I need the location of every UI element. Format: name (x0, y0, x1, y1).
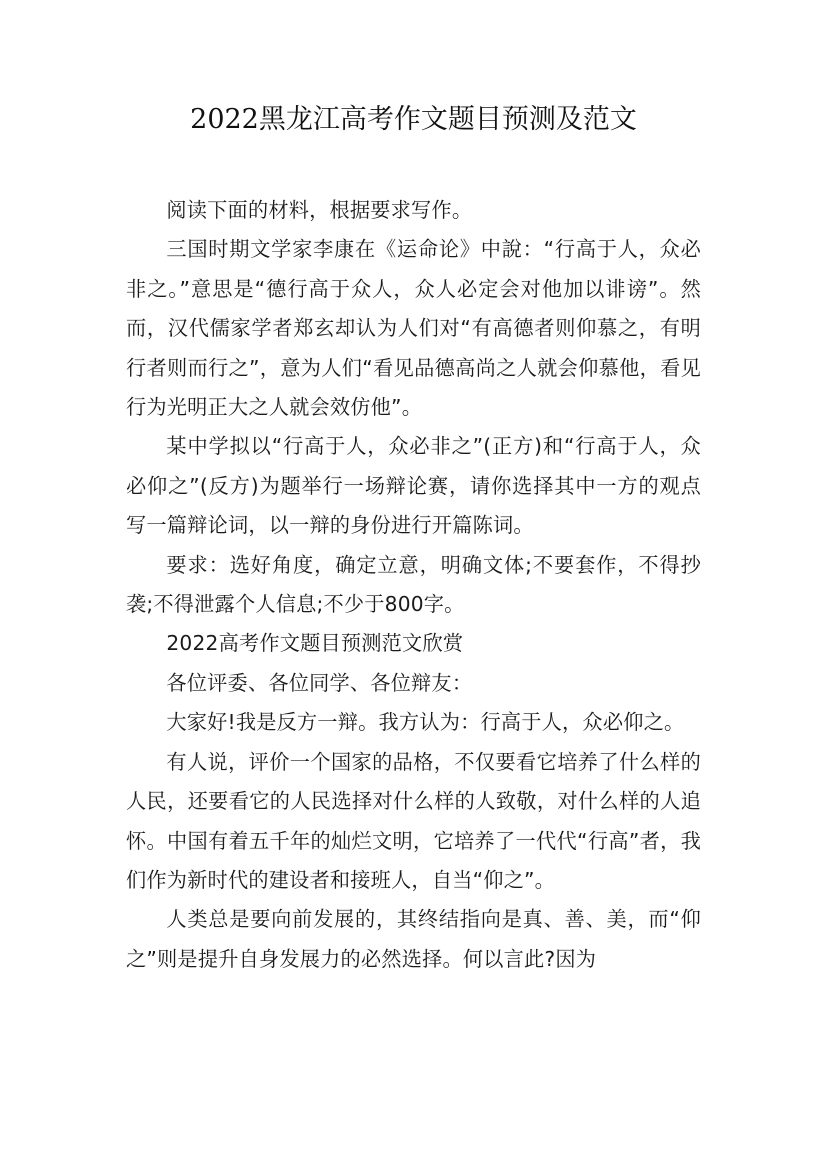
paragraph-argument-2: 人类总是要向前发展的，其终结指向是真、善、美，而“仰之”则是提升自身发展力的必然选择。何以言此?因为 (126, 907, 701, 971)
paragraph-material: 三国时期文学家李康在《运命论》中說：“行高于人，众必非之。”意思是“德行高于众人，众人必定会对他加以诽谤”。然而，汉代儒家学者郑玄却认为人们对“有高德者则仰慕之，有明行者则而行之”，意为人们“看见品德高尚之人就会仰慕他，看见行为光明正大之人就会效仿他”。 (126, 237, 701, 420)
paragraph-argument-1: 有人说，评价一个国家的品格，不仅要看它培养了什么样的人民，还要看它的人民选择对什么样的人致敬，对什么样的人追怀。中国有着五千年的灿烂文明，它培养了一代代“行高”者，我们作为新时代的建设者和接班人，自当“仰之”。 (126, 749, 701, 892)
paragraph-sample-heading: 2022高考作文题目预测范文欣赏 (166, 631, 464, 656)
paragraph-requirements: 要求：选好角度，确定立意，明确文体;不要套作，不得抄袭;不得泄露个人信息;不少于800字。 (126, 552, 701, 617)
document-body (126, 191, 701, 979)
paragraph-debate-topic: 某中学拟以“行高于人，众必非之”(正方)和“行高于人，众必仰之”(反方)为题举行一场辩论赛，请你选择其中一方的观点写一篇辩论词，以一辩的身份进行开篇陈词。 (126, 434, 701, 538)
document-title: 2022黑龙江高考作文题目预测及范文 (190, 104, 637, 135)
paragraph-opening: 大家好!我是反方一辩。我方认为：行高于人，众必仰之。 (166, 710, 685, 735)
paragraph-instruction: 阅读下面的材料，根据要求写作。 (166, 198, 473, 222)
paragraph-salutation: 各位评委、各位同学、各位辩友： (166, 670, 473, 695)
